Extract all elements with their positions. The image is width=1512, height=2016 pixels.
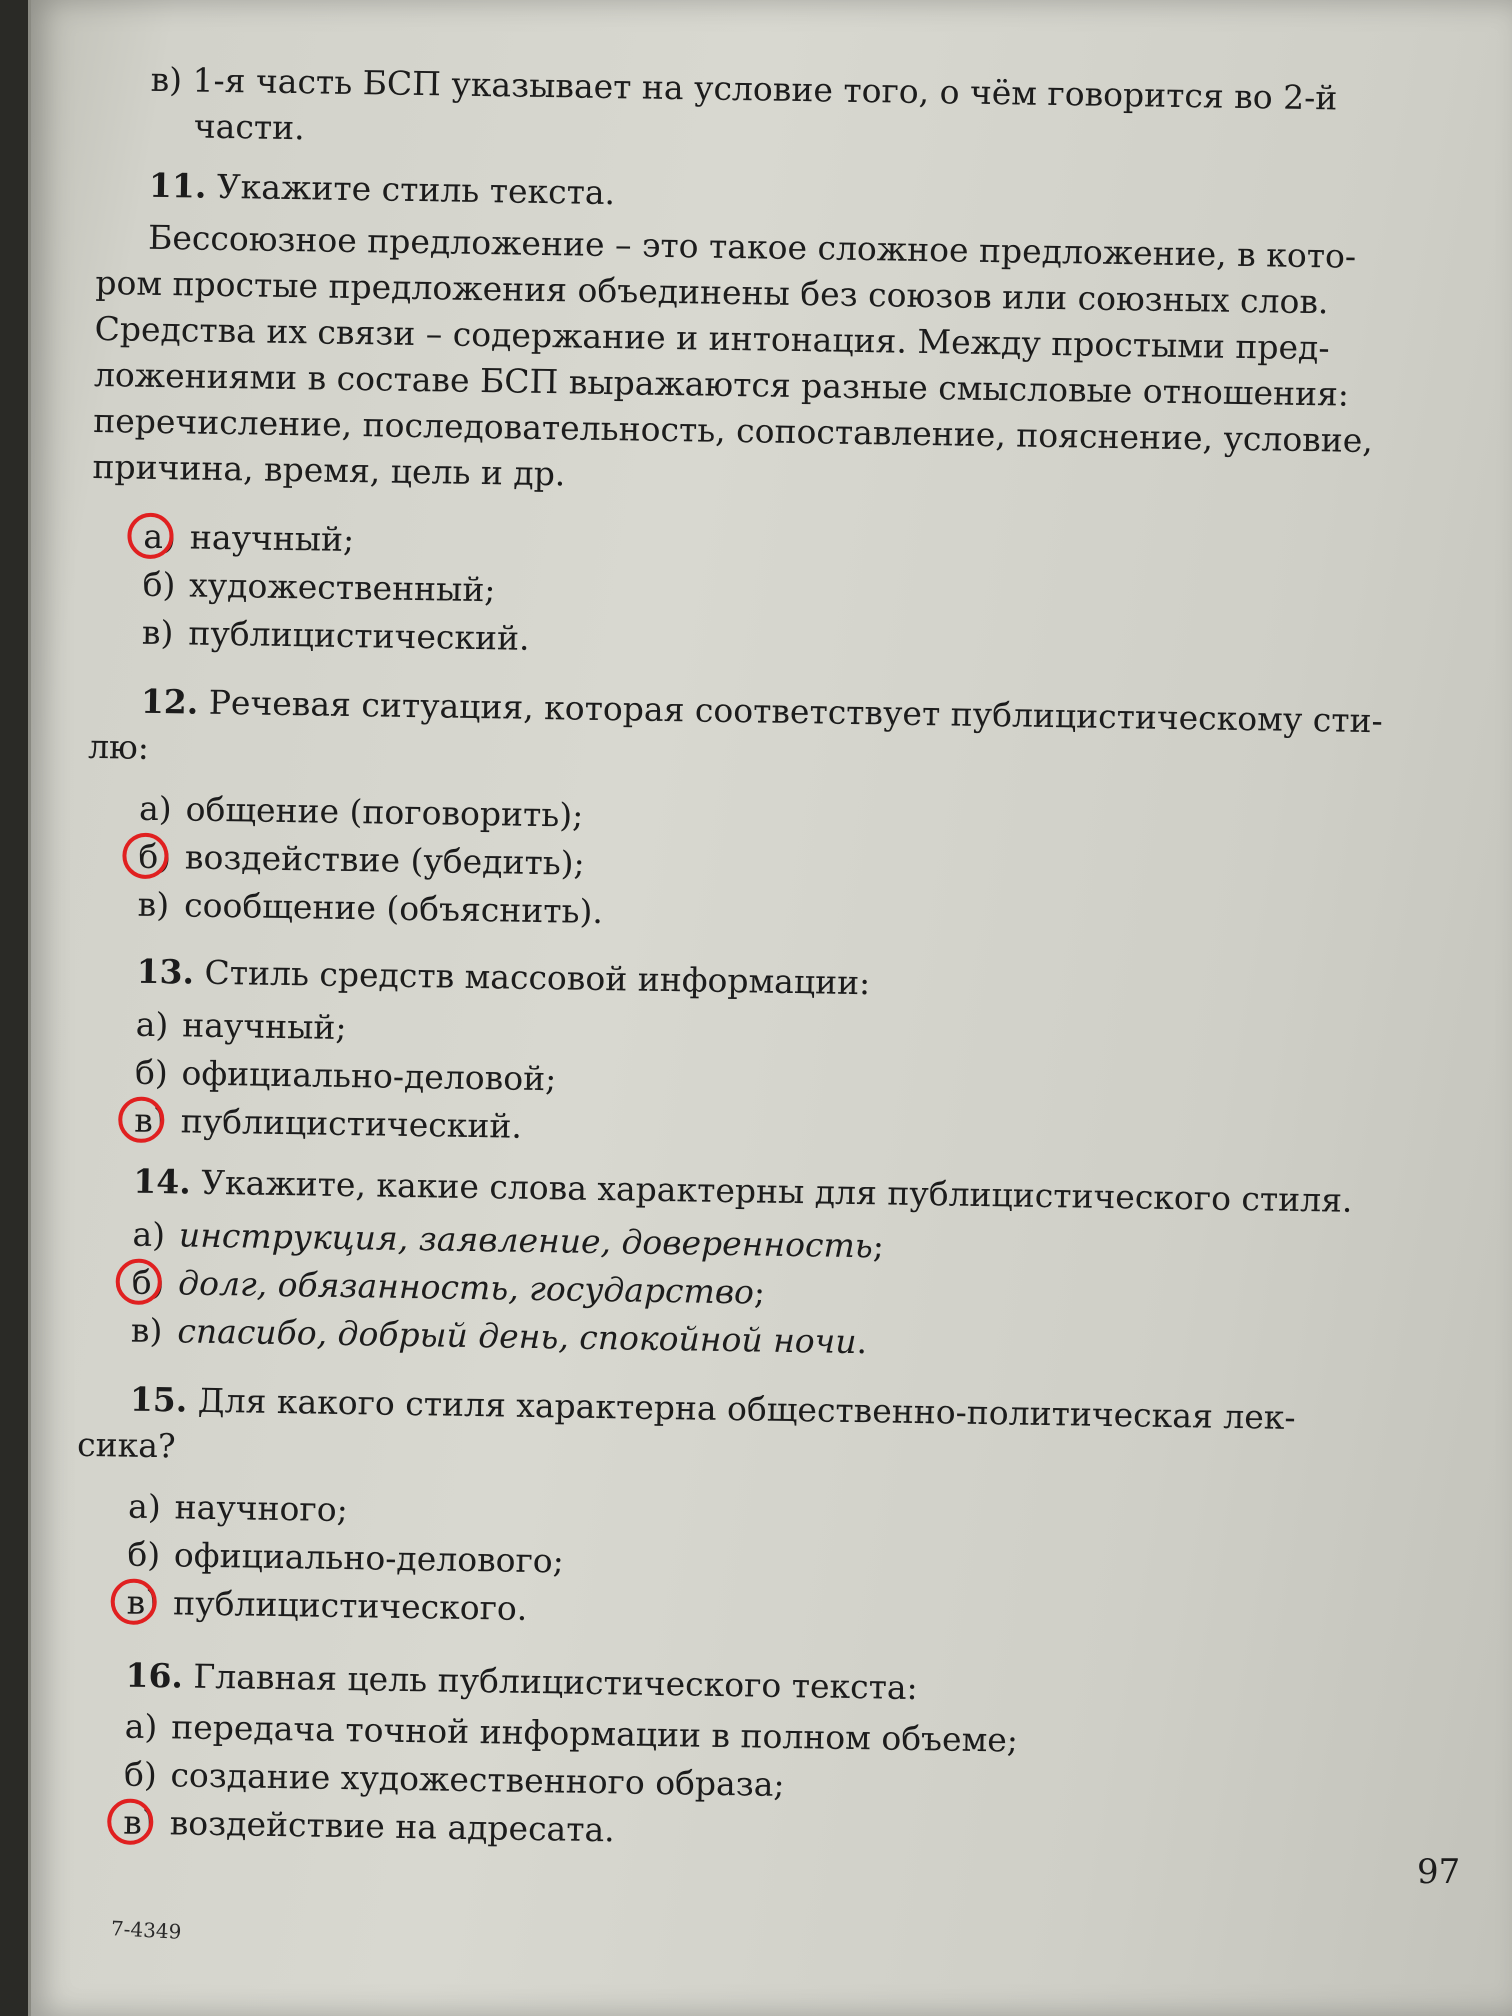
question-15-number: 15. xyxy=(129,1379,188,1420)
question-14-number: 14. xyxy=(133,1161,192,1202)
option-text: общение (поговорить); xyxy=(185,789,584,835)
question-15-title-line2: сика? xyxy=(76,1424,176,1466)
option-text: публицистического. xyxy=(172,1583,528,1628)
option-text: научный; xyxy=(189,517,355,560)
q10-option-c-line2: части. xyxy=(193,106,305,148)
option-text: публицистический. xyxy=(180,1101,523,1146)
question-11 xyxy=(90,162,1418,677)
option-letter: а) xyxy=(127,1486,162,1527)
option-letter: в) xyxy=(141,612,174,653)
option-letter: б) xyxy=(138,836,172,877)
question-16-text: Главная цель публицистического текста: xyxy=(193,1656,919,1708)
textbook-page xyxy=(28,0,1512,2016)
option-letter: а) xyxy=(124,1706,158,1747)
q10-option-c-line1: в) 1-я часть БСП указывает на условие того, о чём говорится во 2-й xyxy=(150,59,1338,118)
option-text: научного; xyxy=(174,1487,349,1530)
q10-tail xyxy=(98,56,1419,169)
option-letter: в) xyxy=(122,1802,156,1843)
question-15 xyxy=(74,1376,1398,1647)
option-letter: а) xyxy=(132,1214,166,1255)
q11-paragraph-line: перечисление, последовательность, сопоставление, пояснение, условие, xyxy=(92,400,1374,461)
q11-paragraph-line: ром простые предложения объединены без союзов или союзных слов. xyxy=(95,262,1329,322)
question-11-number: 11. xyxy=(148,165,207,206)
printer-signature: 7-4349 xyxy=(110,1916,182,1944)
option-letter: в) xyxy=(133,1100,167,1141)
option-letter: б) xyxy=(127,1534,161,1575)
option-letter: б) xyxy=(131,1262,165,1303)
option-punct: ; xyxy=(872,1226,885,1266)
question-12-number: 12. xyxy=(140,681,199,722)
option-text: официально-делового; xyxy=(173,1535,565,1581)
question-14-text: Укажите, какие слова характерны для публицистического стиля. xyxy=(200,1162,1353,1220)
question-12 xyxy=(85,678,1409,949)
option-text: воздействие (убедить); xyxy=(184,837,586,883)
q11-paragraph-line: ложениями в составе БСП выражаются разные смысловые отношения: xyxy=(93,354,1350,414)
question-16-number: 16. xyxy=(125,1655,184,1696)
question-12-title-line2: лю: xyxy=(87,726,150,767)
q11-paragraph-line: Средства их связи – содержание и интонация. Между простыми пред- xyxy=(94,308,1330,368)
option-text: инструкция, заявление, доверенность xyxy=(178,1215,874,1266)
option-letter: б) xyxy=(142,564,176,605)
option-letter: в) xyxy=(126,1582,159,1623)
option-text: спасибо, добрый день, спокойной ночи xyxy=(177,1311,857,1362)
question-11-text: Укажите стиль текста. xyxy=(216,166,616,213)
option-text: передача точной информации в полном объеме; xyxy=(170,1707,1019,1760)
option-text: художественный; xyxy=(188,565,496,610)
question-15-text: Для какого стиля характерна общественно-политическая лек- xyxy=(197,1380,1296,1437)
option-text: воздействие на адресата. xyxy=(169,1803,616,1850)
option-text: научный; xyxy=(181,1005,347,1048)
q11-paragraph-line: Бессоюзное предложение – это такое сложное предложение, в кото- xyxy=(147,217,1357,276)
option-text: создание художественного образа; xyxy=(170,1755,785,1804)
option-text: сообщение (объяснить). xyxy=(183,885,604,932)
option-punct: ; xyxy=(753,1272,766,1312)
q11-paragraph-line: причина, время, цель и др. xyxy=(92,446,566,494)
option-letter: в) xyxy=(130,1310,163,1351)
question-13-number: 13. xyxy=(136,951,195,992)
question-14 xyxy=(79,1158,1402,1375)
question-16 xyxy=(71,1652,1394,1867)
option-letter: а) xyxy=(135,1004,169,1045)
option-letter: б) xyxy=(123,1754,158,1795)
question-12-text: Речевая ситуация, которая соответствует публицистическому сти- xyxy=(208,682,1383,741)
option-text: публицистический. xyxy=(188,613,530,658)
option-letter: а) xyxy=(138,788,173,829)
option-punct: . xyxy=(856,1322,868,1362)
option-letter: а) xyxy=(143,516,177,557)
option-text: долг, обязанность, государство xyxy=(177,1263,755,1312)
page-content xyxy=(71,56,1419,1867)
option-letter: б) xyxy=(134,1052,169,1093)
question-13 xyxy=(82,948,1405,1165)
option-letter: в) xyxy=(137,884,170,925)
question-13-text: Стиль средств массовой информации: xyxy=(204,952,871,1003)
page-number: 97 xyxy=(1417,1852,1461,1892)
option-text: официально-деловой; xyxy=(181,1053,557,1099)
